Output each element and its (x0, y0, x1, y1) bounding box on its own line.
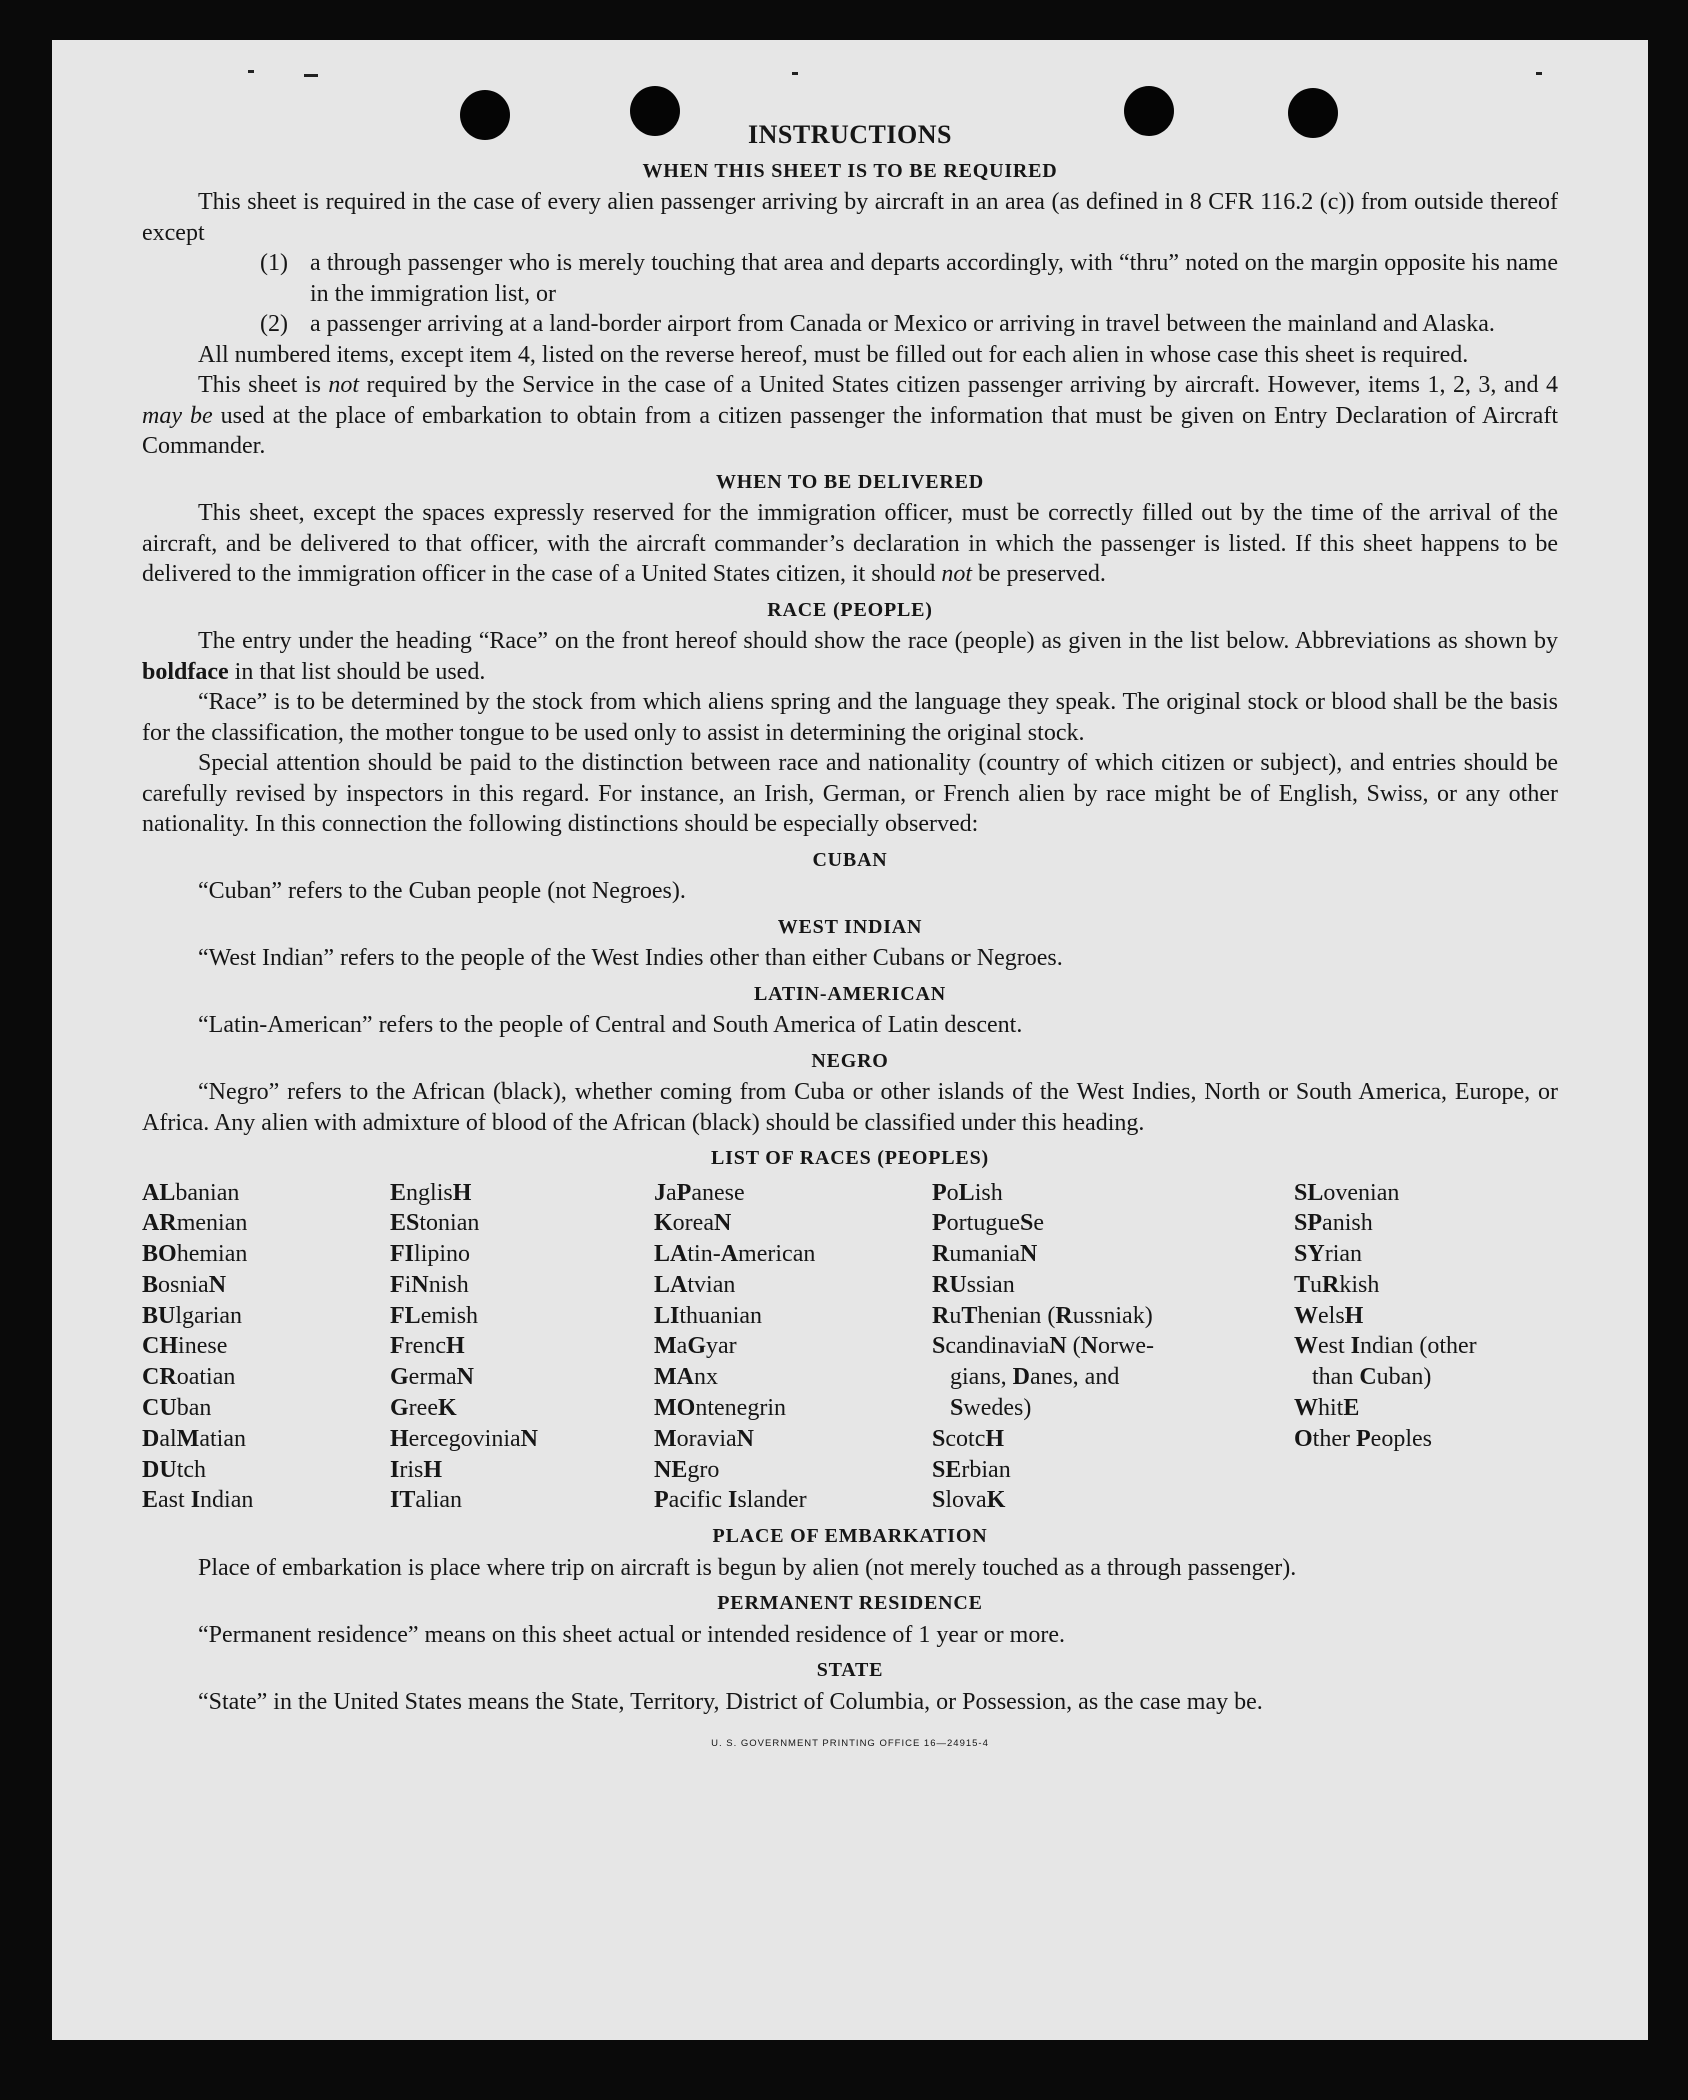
race-entry: Swedes) (950, 1395, 1032, 1422)
race-entry: SErbian (932, 1456, 1011, 1483)
race-entry: BosniaN (142, 1271, 227, 1298)
emphasis-text: not (328, 372, 360, 398)
race-entry: Pacific Islander (654, 1487, 807, 1514)
text-run: in that list should be used. (228, 658, 486, 685)
race-entry: NEgro (654, 1456, 720, 1483)
race-entry: SLovenian (1294, 1179, 1400, 1206)
document-page (52, 40, 1648, 2040)
definition: “Permanent residence” means on this sheet actual or intended residence of 1 year or more. (198, 1621, 1065, 1648)
paragraph: This sheet is required in the case of every alien passenger arriving by aircraft in an area (as defined in 8 CFR 116.2 (c)) from outside thereof except (142, 189, 1558, 246)
race-entry: East Indian (142, 1487, 254, 1514)
section-heading-races-list: LIST OF RACES (PEOPLES) (711, 1147, 989, 1169)
race-entry: ALbanian (142, 1179, 240, 1206)
section-heading-state: STATE (816, 1659, 884, 1682)
item-text: a through passenger who is merely touching that area and departs accordingly, with “thru” noted on the margin opposite his name in the immigration list, or (310, 250, 1558, 307)
race-entry: JaPanese (654, 1179, 745, 1206)
text-run: used at the place of embarkation to obtain from a citizen passenger the information that must be given on Entry Declaration of Aircraft Commander. (142, 402, 1558, 459)
race-entry: RumaniaN (932, 1241, 1038, 1268)
text-run: This sheet is (198, 372, 329, 398)
race-entry: SlovaK (932, 1487, 1006, 1514)
race-entry: FLemish (390, 1302, 479, 1329)
list-item (260, 309, 1558, 340)
race-entry: PortugueSe (932, 1210, 1045, 1237)
race-entry: gians, Danes, and (950, 1364, 1120, 1391)
definition: “Negro” refers to the African (black), whether coming from Cuba or other islands of the West Indies, North or South America, Europe, or Africa. Any alien with admixture of blood of the African (black) should be classified under this heading. (142, 1079, 1558, 1136)
paragraph: Special attention should be paid to the distinction between race and nationality (country of which citizen or subject), and entries should be carefully revised by inspectors in this regard. For instance, an Irish, German, or French alien by race might be of English, Swiss, or any other nationality. In this connection the following distinctions should be especially observed: (142, 750, 1558, 837)
definition: “Cuban” refers to the Cuban people (not Negroes). (198, 878, 686, 904)
paragraph: “Race” is to be determined by the stock from which aliens spring and the language they speak. The original stock or blood shall be the basis for the classification, the mother tongue to be used only to assist in determining the original stock. (142, 689, 1558, 746)
section-heading-race: RACE (PEOPLE) (767, 598, 933, 621)
race-entry: ARmenian (142, 1210, 248, 1237)
race-entry: FIlipino (390, 1241, 471, 1268)
definition: “Latin-American” refers to the people of Central and South America of Latin descent. (198, 1012, 1023, 1038)
paragraph: All numbered items, except item 4, listed on the reverse hereof, must be filled out for each alien in whose case this sheet is required. (198, 341, 1469, 368)
race-entry: GreeK (390, 1395, 457, 1422)
race-entry: LAtin-American (654, 1241, 816, 1268)
printer-imprint: U. S. GOVERNMENT PRINTING OFFICE 16—24915-4 (711, 1738, 989, 1750)
race-column (932, 1178, 1294, 1517)
race-entry: ITalian (390, 1487, 463, 1514)
race-entry: BUlgarian (142, 1302, 243, 1329)
text-run: This sheet, except the spaces expressly reserved for the immigration officer, must be correctly filled out by the time of the arrival of the aircraft, and be delivered to that officer, with the aircraft commander’s declaration in which the passenger is listed. If this sheet happens to be delivered to the immigration officer in the case of a United States citizen, it should (142, 500, 1558, 587)
scan-speck (1536, 72, 1542, 75)
race-entry: than Cuban) (1312, 1364, 1432, 1391)
race-entry: EStonian (390, 1210, 480, 1237)
item-number: (2) (260, 311, 288, 337)
instructions-content (142, 116, 1558, 1760)
race-entry: SPanish (1294, 1210, 1373, 1237)
definition: “State” in the United States means the State, Territory, District of Columbia, or Possession, as the case may be. (198, 1688, 1263, 1715)
scan-speck (248, 70, 254, 73)
scan-speck (792, 72, 798, 75)
race-column (654, 1178, 932, 1517)
text-run: The entry under the heading “Race” on the front hereof should show the race (people) as given in the list below. Abbreviations as shown by (198, 628, 1558, 654)
race-entry: FiNnish (390, 1271, 469, 1298)
paragraph (142, 370, 1558, 462)
race-entry: MOntenegrin (654, 1395, 786, 1422)
race-entry: PoLish (932, 1179, 1003, 1206)
race-entry: EnglisH (390, 1179, 472, 1206)
race-entry: West Indian (other (1294, 1333, 1477, 1360)
race-entry: KoreaN (654, 1210, 732, 1237)
emphasis-text: not (941, 561, 972, 587)
section-heading-west-indian: WEST INDIAN (777, 915, 923, 938)
race-column (142, 1178, 390, 1517)
section-heading-embarkation: PLACE OF EMBARKATION (712, 1525, 988, 1548)
race-entry: TuRkish (1294, 1271, 1380, 1298)
race-entry: CUban (142, 1395, 212, 1422)
race-entry: RUssian (932, 1271, 1015, 1298)
section-heading-delivered: WHEN TO BE DELIVERED (715, 470, 985, 493)
race-column (1294, 1178, 1558, 1517)
race-list (142, 1178, 1558, 1517)
race-entry: DalMatian (142, 1425, 246, 1452)
emphasis-text: may be (142, 402, 213, 429)
section-heading-residence: PERMANENT RESIDENCE (717, 1592, 983, 1615)
item-number: (1) (260, 250, 288, 276)
race-entry: LIthuanian (654, 1302, 763, 1329)
race-entry: CHinese (142, 1333, 228, 1360)
bold-text: boldface (142, 658, 229, 685)
section-heading-latin-american: LATIN-AMERICAN (754, 982, 946, 1005)
race-entry: RuThenian (Russniak) (932, 1302, 1153, 1329)
race-entry: ScotcH (932, 1425, 1005, 1452)
definition: Place of embarkation is place where trip on aircraft is begun by alien (not merely touched as a through passenger). (198, 1554, 1297, 1581)
race-entry: MAnx (654, 1364, 718, 1391)
race-entry: DUtch (142, 1456, 207, 1483)
race-entry: IrisH (390, 1456, 443, 1483)
page-title: INSTRUCTIONS (748, 120, 952, 149)
paragraph (142, 498, 1558, 590)
race-entry: MoraviaN (654, 1425, 754, 1452)
text-run: required by the Service in the case of a United States citizen passenger arriving by aircraft. However, items 1, 2, 3, and 4 (359, 372, 1558, 398)
race-entry: ScandinaviaN (Norwe- (932, 1333, 1155, 1360)
race-entry: FrencH (390, 1333, 465, 1360)
section-heading-cuban: CUBAN (812, 848, 888, 871)
scan-speck (304, 74, 318, 77)
race-entry: WelsH (1294, 1302, 1364, 1329)
race-column (390, 1178, 654, 1517)
text-run: be preserved. (972, 561, 1106, 587)
race-entry: GermaN (390, 1364, 474, 1391)
section-heading-negro: NEGRO (811, 1049, 889, 1072)
race-entry: SYrian (1294, 1241, 1363, 1268)
race-entry: CRoatian (142, 1364, 236, 1391)
race-entry: BOhemian (142, 1241, 248, 1268)
race-entry: LAtvian (654, 1271, 736, 1298)
paragraph (142, 626, 1558, 687)
race-entry: Other Peoples (1294, 1425, 1432, 1452)
definition: “West Indian” refers to the people of the West Indies other than either Cubans or Negroes. (198, 945, 1063, 971)
item-text: a passenger arriving at a land-border airport from Canada or Mexico or arriving in travel between the mainland and Alaska. (310, 311, 1495, 337)
section-heading-required: WHEN THIS SHEET IS TO BE REQUIRED (642, 159, 1058, 182)
race-entry: HercegoviniaN (390, 1425, 538, 1452)
race-entry: MaGyar (654, 1333, 737, 1360)
race-entry: WhitE (1294, 1395, 1360, 1422)
list-item (260, 248, 1558, 309)
